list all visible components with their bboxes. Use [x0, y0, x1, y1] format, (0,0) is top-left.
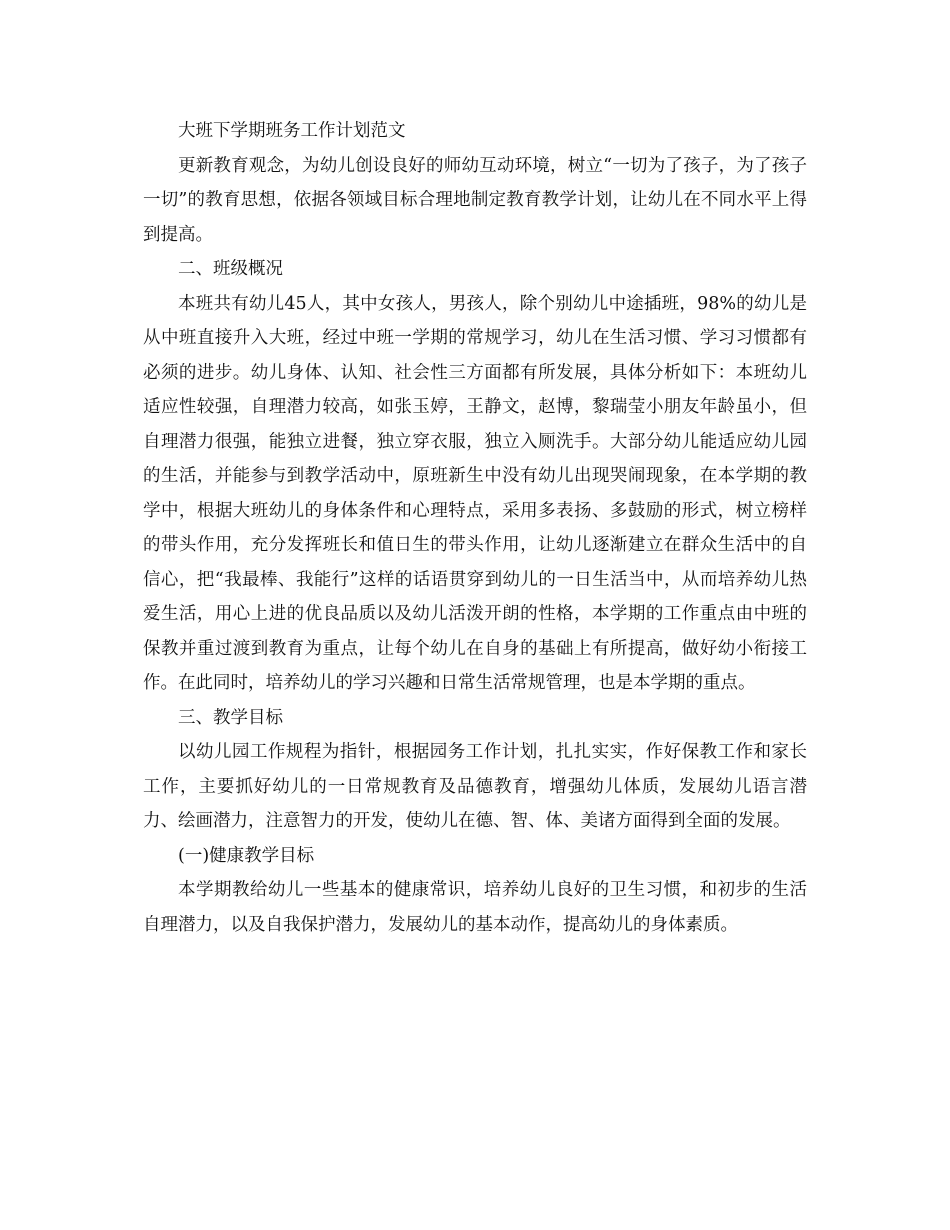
teaching-goals-paragraph: 以幼儿园工作规程为指针，根据园务工作计划，扎扎实实，作好保教工作和家长工作，主要抓好幼儿的一日常规教育及品德教育，增强幼儿体质，发展幼儿语言潜力、绘画潜力，注意智力的开发，使幼儿在德、智、体、美诸方面得到全面的发展。: [143, 742, 807, 831]
section-heading-class-overview: 二、班级概况: [178, 259, 283, 279]
document-body: [143, 114, 807, 942]
section-heading-teaching-goals: 三、教学目标: [178, 707, 283, 728]
intro-paragraph: 更新教育观念，为幼儿创设良好的师幼互动环境，树立“一切为了孩子，为了孩子一切”的教育思想，依据各领域目标合理地制定教育教学计划，让幼儿在不同水平上得到提高。: [143, 155, 807, 245]
subsection-heading-health-goals: (一)健康教学目标: [178, 845, 315, 866]
class-overview-paragraph: 本班共有幼儿45人，其中女孩人，男孩人，除个别幼儿中途插班，98%的幼儿是从中班直接升入大班，经过中班一学期的常规学习，幼儿在生活习惯、学习习惯都有必须的进步。幼儿身体、认知、社会性三方面都有所发展，具体分析如下：本班幼儿适应性较强，自理潜力较高，如张玉婷，王静文，赵博，黎瑞莹小朋友年龄虽小，但自理潜力很强，能独立进餐，独立穿衣服，独立入厕洗手。大部分幼儿能适应幼儿园的生活，并能参与到教学活动中，原班新生中没有幼儿出现哭闹现象，在本学期的教学中，根据大班幼儿的身体条件和心理特点，采用多表扬、多鼓励的形式，树立榜样的带头作用，充分发挥班长和值日生的带头作用，让幼儿逐渐建立在群众生活中的自信心，把“我最棒、我能行”这样的话语贯穿到幼儿的一日生活当中，从而培养幼儿热爱生活，用心上进的优良品质以及幼儿活泼开朗的性格，本学期的工作重点由中班的保教并重过渡到教育为重点，让每个幼儿在自身的基础上有所提高，做好幼小衔接工作。在此同时，培养幼儿的学习兴趣和日常生活常规管理，也是本学期的重点。: [143, 293, 807, 693]
document-title: 大班下学期班务工作计划范文: [178, 121, 406, 141]
health-goals-paragraph: 本学期教给幼儿一些基本的健康常识，培养幼儿良好的卫生习惯，和初步的生活自理潜力，以及自我保护潜力，发展幼儿的基本动作，提高幼儿的身体素质。: [143, 880, 807, 935]
